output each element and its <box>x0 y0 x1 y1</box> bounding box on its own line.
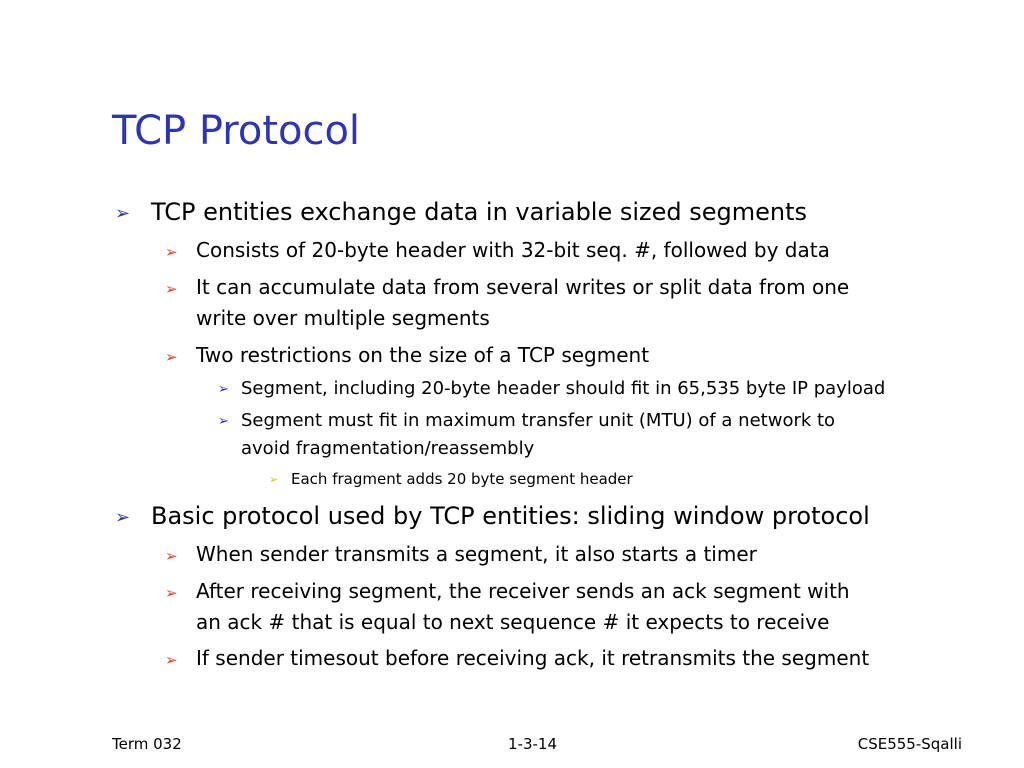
bullet-level1 <box>115 501 870 531</box>
arrow-bullet-icon: ➢ <box>115 507 131 528</box>
bullet-text-line: avoid fragmentation/reassembly <box>241 438 535 459</box>
bullet-text-line: an ack # that is equal to next sequence # it expects to receive <box>196 610 830 634</box>
bullet-text: Consists of 20-byte header with 32-bit seq. #, followed by data <box>196 238 830 262</box>
arrow-bullet-icon: ➢ <box>165 243 178 261</box>
bullet-text-line: It can accumulate data from several writes or split data from one <box>196 275 850 299</box>
arrow-bullet-icon: ➢ <box>218 382 229 397</box>
arrow-bullet-icon: ➢ <box>165 651 178 669</box>
bullet-text: Each fragment adds 20 byte segment header <box>291 470 633 488</box>
arrow-bullet-icon: ➢ <box>165 584 178 602</box>
footer-term: Term 032 <box>112 735 182 753</box>
bullet-text: Basic protocol used by TCP entities: sliding window protocol <box>151 502 870 530</box>
bullet-text-line: After receiving segment, the receiver sends an ack segment with <box>196 579 850 603</box>
bullet-text: If sender timesout before receiving ack, it retransmits the segment <box>196 646 870 670</box>
arrow-bullet-icon: ➢ <box>165 547 178 565</box>
arrow-bullet-icon: ➢ <box>218 414 229 429</box>
arrow-bullet-icon: ➢ <box>115 203 131 224</box>
bullet-level4 <box>269 468 633 490</box>
bullet-level2 <box>165 643 870 674</box>
bullet-level3 <box>218 375 886 403</box>
bullet-text: TCP entities exchange data in variable sized segments <box>151 198 808 226</box>
bullet-text: Two restrictions on the size of a TCP segment <box>196 343 650 367</box>
bullet-level2 <box>165 272 850 334</box>
bullet-level3 <box>218 407 836 463</box>
bullet-level2 <box>165 576 850 638</box>
bullet-level2 <box>165 235 830 266</box>
footer-slide-number: 1-3-14 <box>508 735 557 753</box>
bullet-level2 <box>165 539 757 570</box>
arrow-bullet-icon: ➢ <box>269 473 279 486</box>
footer-course: CSE555-Sqalli <box>857 735 962 753</box>
bullet-text: Segment, including 20-byte header should fit in 65,535 byte IP payload <box>241 378 886 399</box>
bullet-level2 <box>165 340 650 371</box>
bullet-text-line: Segment must fit in maximum transfer unit (MTU) of a network to <box>241 410 836 431</box>
bullet-text-line: write over multiple segments <box>196 306 490 330</box>
slide-title: TCP Protocol <box>112 108 361 154</box>
bullet-level1 <box>115 197 808 227</box>
arrow-bullet-icon: ➢ <box>165 348 178 366</box>
bullet-text: When sender transmits a segment, it also starts a timer <box>196 542 757 566</box>
arrow-bullet-icon: ➢ <box>165 280 178 298</box>
